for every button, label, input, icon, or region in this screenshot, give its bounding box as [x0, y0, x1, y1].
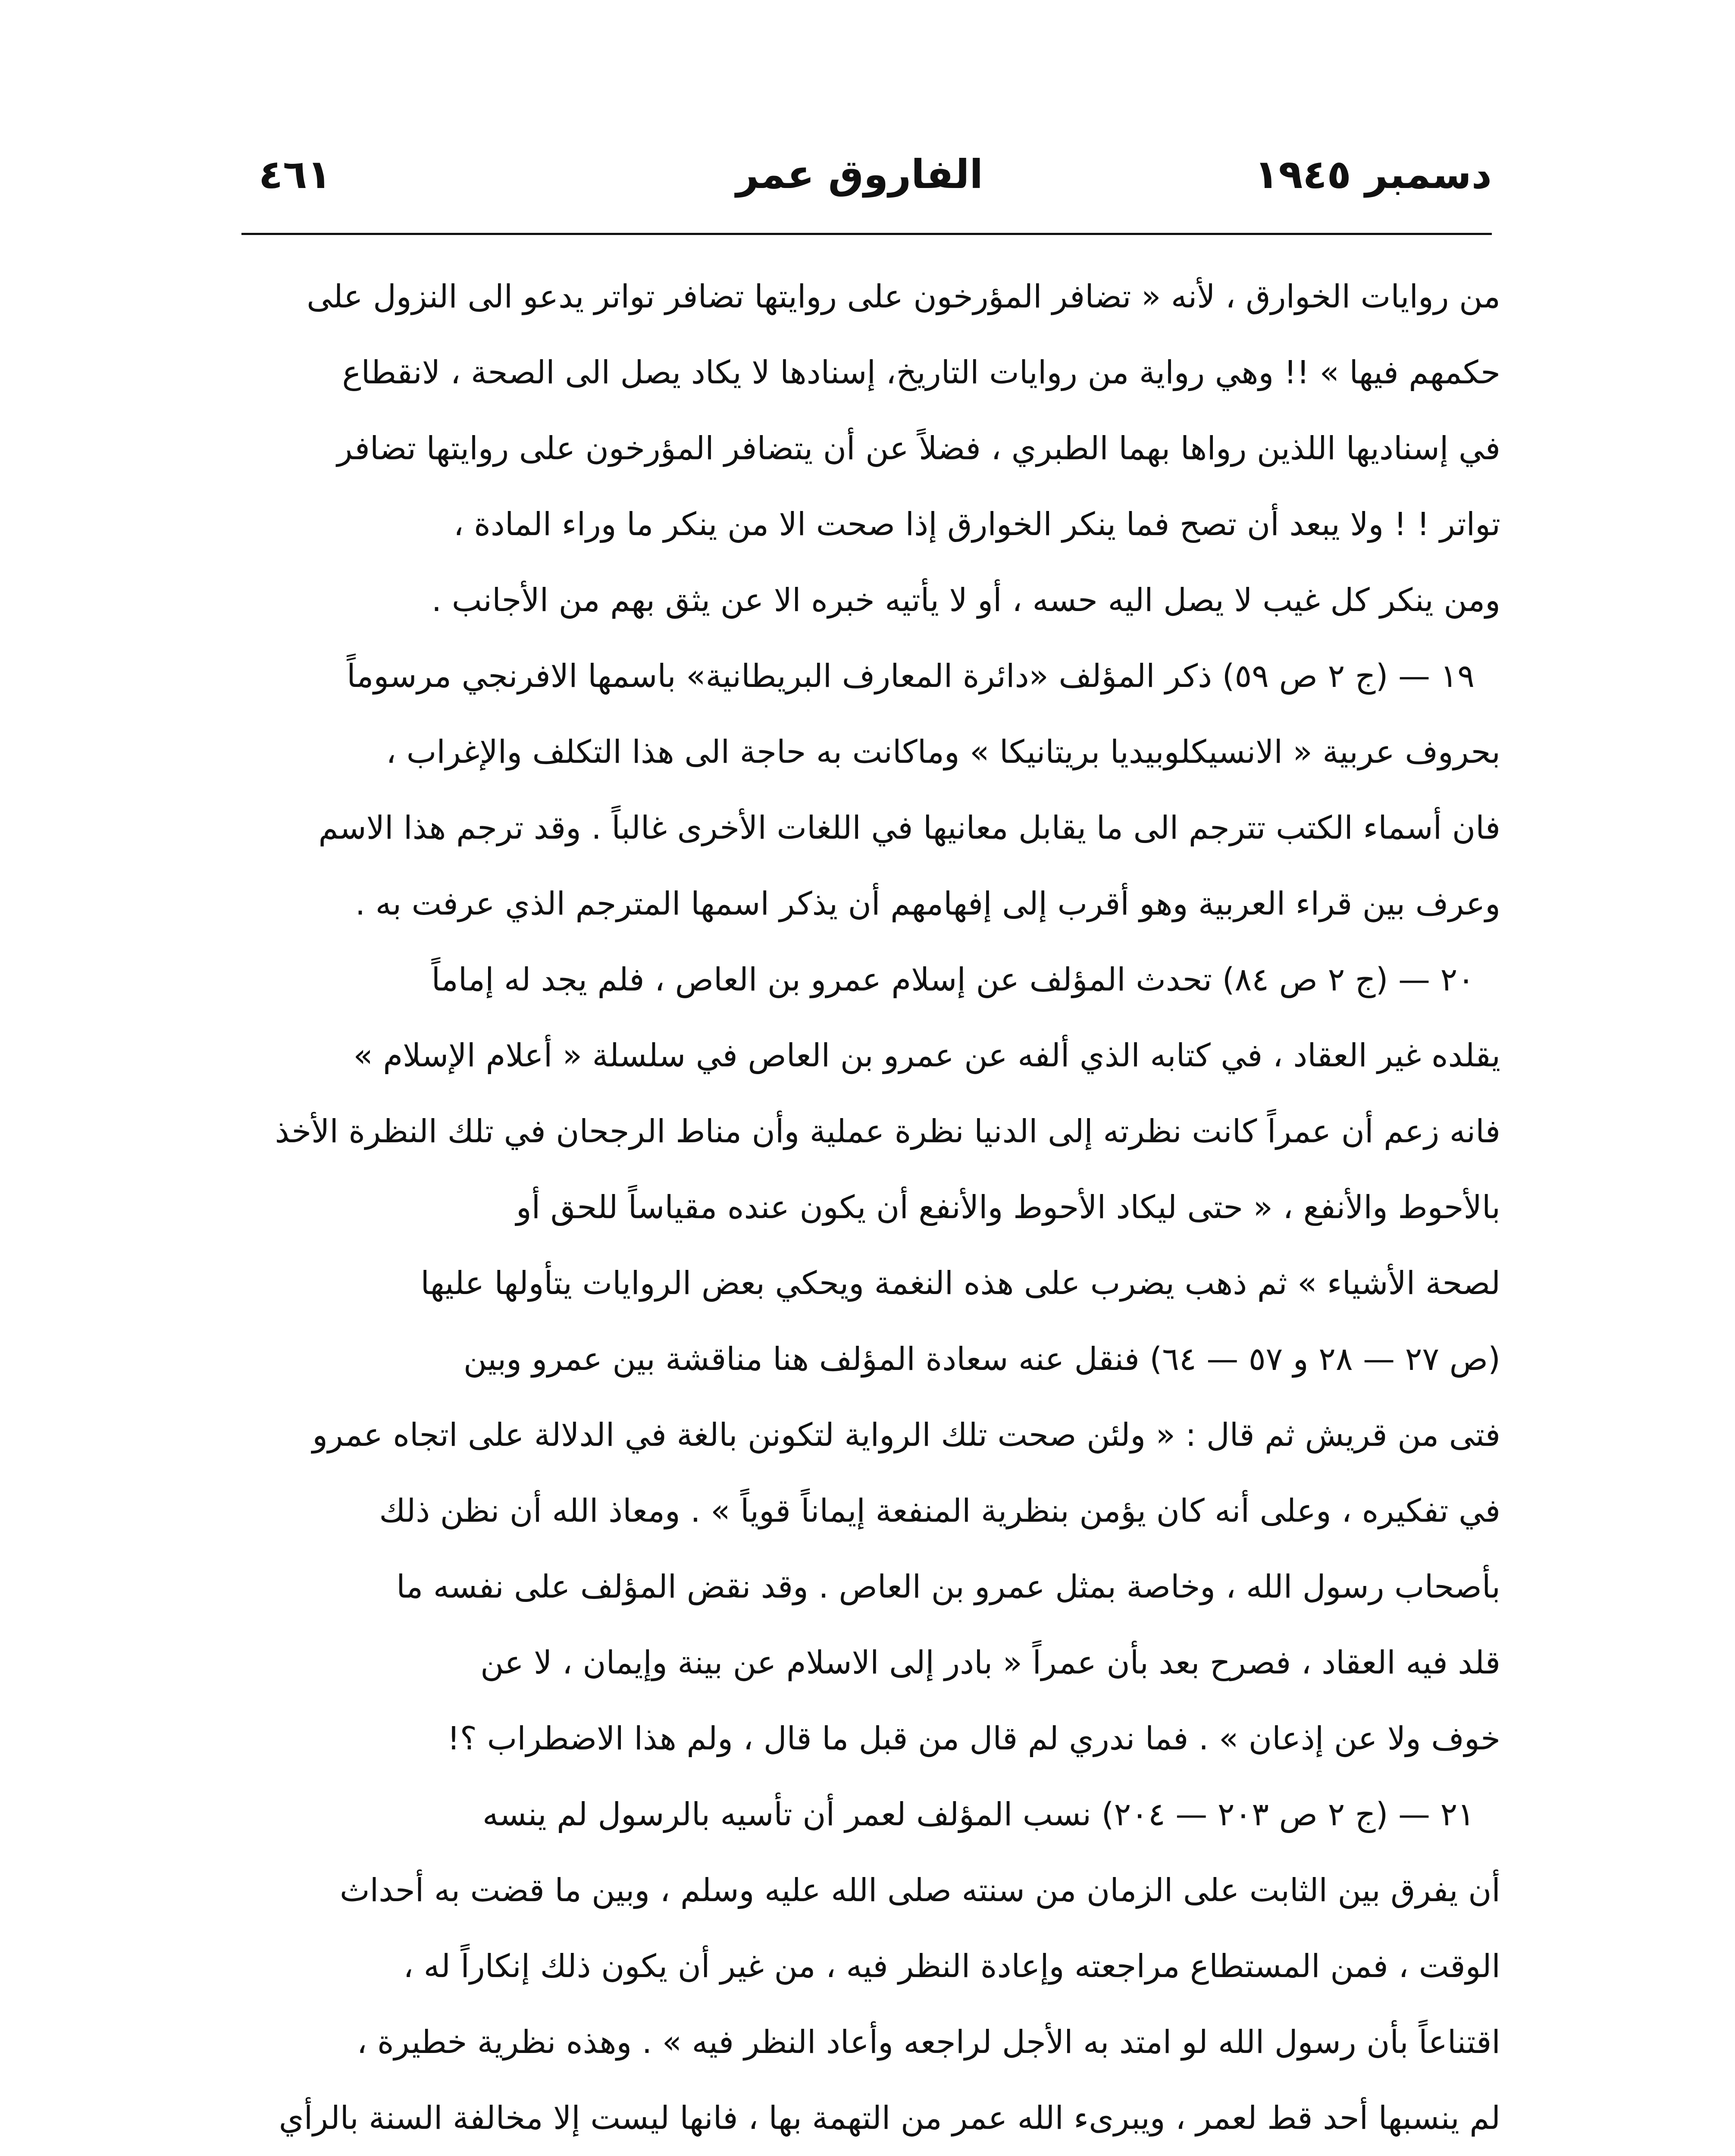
paragraph-21-start: ٢١ — (ج ٢ ص ٢٠٣ — ٢٠٤) نسب المؤلف لعمر أن تأسيه بالرسول لم ينسه: [482, 1796, 1475, 1833]
text-line: حكمهم فيها » !! وهي رواية من روايات التاريخ، إسنادها لا يكاد يصل الى الصحة ، لانقطاع: [342, 354, 1500, 391]
text-line: فان أسماء الكتب تترجم الى ما يقابل معانيها في اللغات الأخرى غالباً . وقد ترجم هذا الاسم: [318, 809, 1500, 846]
text-line: بحروف عربية « الانسيكلوبيديا بريتانيكا » وماكانت به حاجة الى هذا التكلف والإغراب ،: [386, 733, 1500, 771]
text-line: في تفكيره ، وعلى أنه كان يؤمن بنظرية المنفعة إيماناً قوياً » . ومعاذ الله أن نظن ذلك: [379, 1492, 1500, 1529]
text-line: في إسناديها اللذين رواها بهما الطبري ، فضلاً عن أن يتضافر المؤرخون على روايتها تضافر: [337, 430, 1500, 467]
text-line: أن يفرق بين الثابت على الزمان من سنته صلى الله عليه وسلم ، وبين ما قضت به أحداث: [339, 1872, 1500, 1909]
text-line: تواتر ! ! ولا يبعد أن تصح فما ينكر الخوارق إذا صحت الا من ينكر ما وراء المادة ،: [453, 506, 1500, 543]
text-line: خوف ولا عن إذعان » . فما ندري لم قال من قبل ما قال ، ولم هذا الاضطراب ؟!: [447, 1720, 1500, 1757]
text-line: اقتناعاً بأن رسول الله لو امتد به الأجل لراجعه وأعاد النظر فيه » . وهذه نظرية خطيرة ،: [357, 2024, 1500, 2061]
text-line: ومن ينكر كل غيب لا يصل اليه حسه ، أو لا يأتيه خبره الا عن يثق بهم من الأجانب .: [431, 582, 1500, 619]
text-line: فتى من قريش ثم قال : « ولئن صحت تلك الرواية لتكونن بالغة في الدلالة على اتجاه عمرو: [312, 1416, 1500, 1454]
text-line: فانه زعم أن عمراً كانت نظرته إلى الدنيا نظرة عملية وأن مناط الرجحان في تلك النظرة الأخذ: [275, 1113, 1500, 1150]
text-line: قلد فيه العقاد ، فصرح بعد بأن عمراً « بادر إلى الاسلام عن بينة وإيمان ، لا عن: [480, 1644, 1500, 1681]
header-date: دسمبر ١٩٤٥: [1254, 151, 1492, 197]
text-line: لصحة الأشياء » ثم ذهب يضرب على هذه النغمة ويحكي بعض الروايات يتأولها عليها: [420, 1265, 1500, 1302]
text-line: بأصحاب رسول الله ، وخاصة بمثل عمرو بن العاص . وقد نقض المؤلف على نفسه ما: [396, 1568, 1500, 1605]
paragraph-20-start: ٢٠ — (ج ٢ ص ٨٤) تحدث المؤلف عن إسلام عمرو بن العاص ، فلم يجد له إماماً: [431, 961, 1475, 998]
header-rule: [241, 233, 1492, 235]
text-line: بالأحوط والأنفع ، « حتى ليكاد الأحوط والأنفع أن يكون عنده مقياساً للحق أو: [516, 1189, 1500, 1226]
text-line: الوقت ، فمن المستطاع مراجعته وإعادة النظر فيه ، من غير أن يكون ذلك إنكاراً له ،: [403, 1948, 1500, 1985]
paragraph-19-start: ١٩ — (ج ٢ ص ٥٩) ذكر المؤلف «دائرة المعارف البريطانية» باسمها الافرنجي مرسوماً: [347, 658, 1475, 695]
body-text: [233, 259, 1500, 2156]
text-line: من روايات الخوارق ، لأنه « تضافر المؤرخون على روايتها تضافر تواتر يدعو الى النزول على: [307, 278, 1500, 315]
page-number: ٤٦١: [259, 151, 332, 197]
running-header: [241, 142, 1492, 211]
text-line: وعرف بين قراء العربية وهو أقرب إلى إفهامهم أن يذكر اسمها المترجم الذي عرفت به .: [355, 885, 1500, 922]
text-line: لم ينسبها أحد قط لعمر ، ويبرىء الله عمر من التهمة بها ، فانها ليست إلا مخالفة السنة بالرأي: [279, 2100, 1500, 2137]
text-line: يقلده غير العقاد ، في كتابه الذي ألفه عن عمرو بن العاص في سلسلة « أعلام الإسلام »: [353, 1037, 1500, 1074]
header-title: الفاروق عمر: [736, 151, 983, 197]
text-line: (ص ٢٧ — ٢٨ و ٥٧ — ٦٤) فنقل عنه سعادة المؤلف هنا مناقشة بين عمرو وبين: [463, 1341, 1500, 1378]
